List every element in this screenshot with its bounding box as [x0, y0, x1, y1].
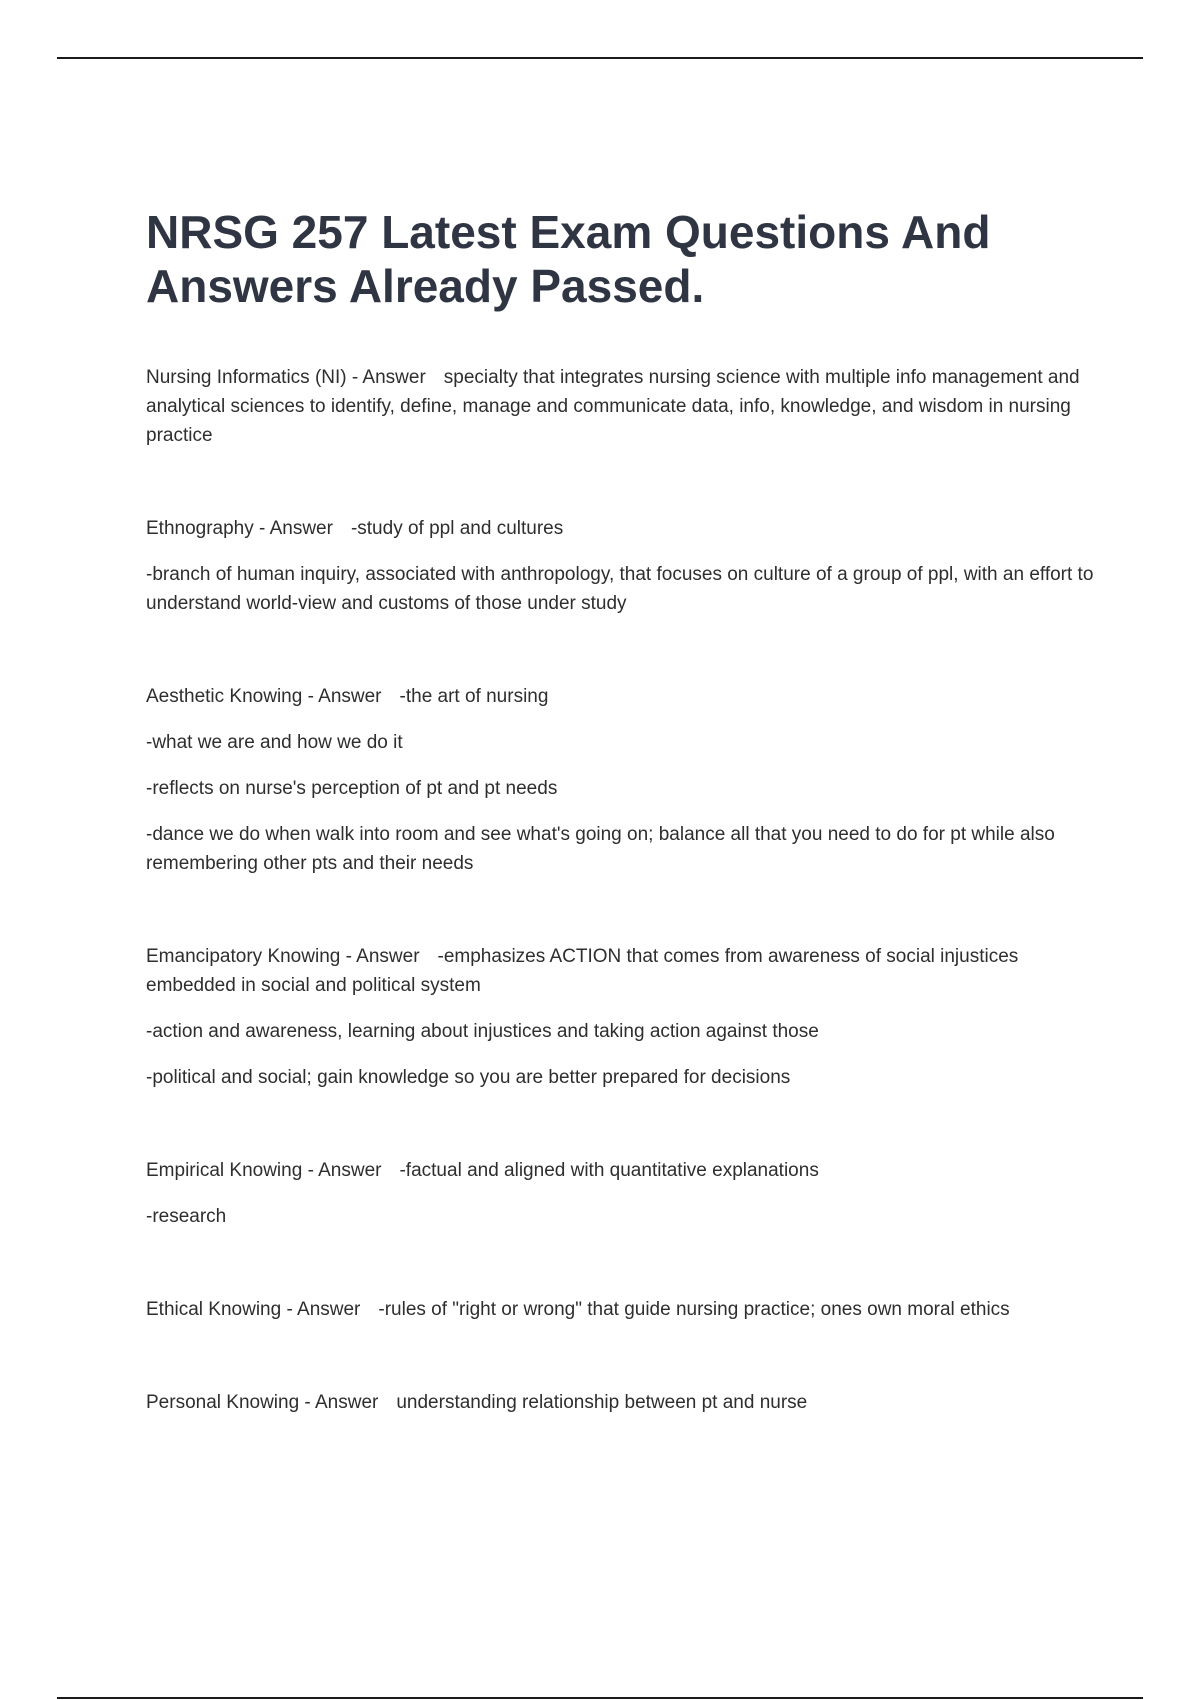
qa-term: Nursing Informatics (NI) - Answer [146, 367, 426, 388]
qa-first-line [146, 1156, 1096, 1185]
qa-answer-line: -what we are and how we do it [146, 732, 403, 753]
qa-item-emancipatory-knowing [146, 942, 1096, 1092]
qa-answer-line: -dance we do when walk into room and see what's going on; balance all that you need to do for pt while also remembering other pts and their needs [146, 824, 1055, 874]
qa-term: Aesthetic Knowing - Answer [146, 686, 382, 707]
qa-list [146, 363, 1096, 1417]
footer-rule [57, 1697, 1143, 1699]
qa-answer-line: -rules of "right or wrong" that guide nursing practice; ones own moral ethics [378, 1299, 1010, 1320]
qa-term: Ethnography - Answer [146, 518, 333, 539]
header-rule [57, 57, 1143, 59]
qa-answer-line: -branch of human inquiry, associated with anthropology, that focuses on culture of a group of ppl, with an effort to understand world-view and customs of those under study [146, 564, 1094, 614]
qa-answer-line: -study of ppl and cultures [350, 518, 564, 539]
qa-term: Emancipatory Knowing - Answer [146, 946, 420, 967]
qa-answer-line: specialty that integrates nursing science with multiple info management and analytical sciences to identify, define, manage and communicate data, info, knowledge, and wisdom in nursing practice [146, 367, 1080, 446]
qa-answer-line: -reflects on nurse's perception of pt and pt needs [146, 778, 558, 799]
qa-answer-line: understanding relationship between pt and nurse [396, 1392, 808, 1413]
qa-item-aesthetic-knowing [146, 682, 1096, 878]
qa-first-line [146, 942, 1096, 1000]
qa-first-line [146, 514, 1096, 543]
qa-answer-line: -emphasizes ACTION that comes from awareness of social injustices embedded in social and political system [146, 946, 1019, 996]
qa-item-ethical-knowing [146, 1295, 1096, 1324]
qa-item-nursing-informatics [146, 363, 1096, 450]
qa-term: Personal Knowing - Answer [146, 1392, 379, 1413]
document-body [146, 205, 1096, 1481]
qa-item-empirical-knowing [146, 1156, 1096, 1231]
qa-first-line [146, 1295, 1096, 1324]
qa-item-personal-knowing [146, 1388, 1096, 1417]
qa-answer-line: -research [146, 1206, 227, 1227]
qa-answer-line: -action and awareness, learning about injustices and taking action against those [146, 1021, 819, 1042]
qa-first-line [146, 363, 1096, 450]
qa-item-ethnography [146, 514, 1096, 618]
document-title: NRSG 257 Latest Exam Questions And Answers Already Passed. [146, 206, 991, 312]
qa-term: Empirical Knowing - Answer [146, 1160, 382, 1181]
qa-term: Ethical Knowing - Answer [146, 1299, 361, 1320]
qa-answer-line: -the art of nursing [399, 686, 549, 707]
qa-answer-line: -political and social; gain knowledge so you are better prepared for decisions [146, 1067, 791, 1088]
qa-first-line [146, 1388, 1096, 1417]
qa-first-line [146, 682, 1096, 711]
qa-answer-line: -factual and aligned with quantitative explanations [399, 1160, 819, 1181]
